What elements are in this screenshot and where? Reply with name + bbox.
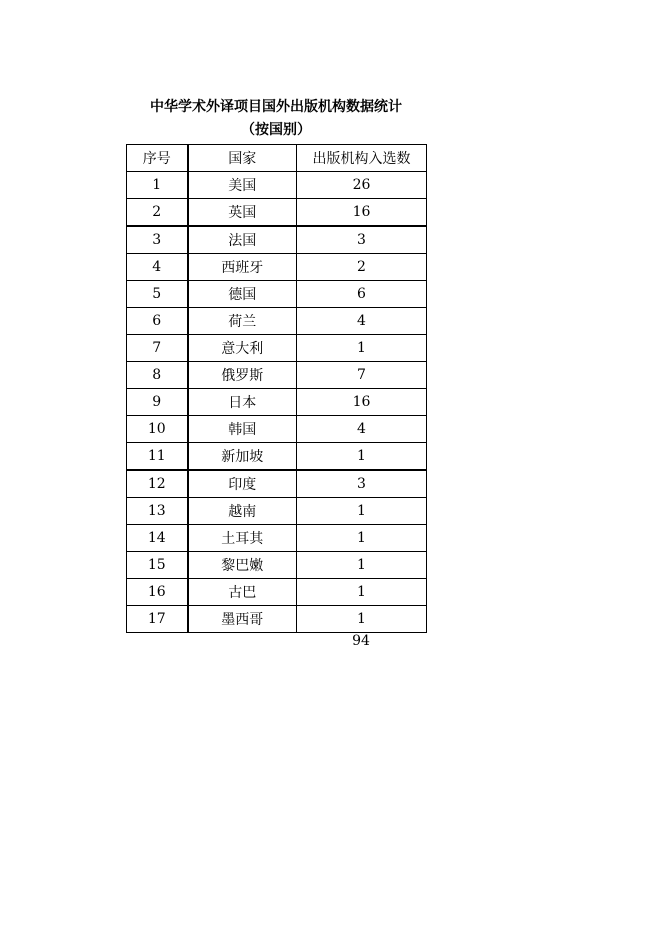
cell-country: 美国 <box>188 172 297 199</box>
cell-count: 4 <box>297 416 427 443</box>
cell-count: 2 <box>297 254 427 281</box>
cell-seq: 7 <box>127 335 188 362</box>
table-row <box>127 172 427 199</box>
cell-country: 黎巴嫩 <box>188 552 297 579</box>
cell-seq: 14 <box>127 525 188 552</box>
cell-seq: 1 <box>127 172 188 199</box>
header-seq: 序号 <box>127 145 188 172</box>
cell-country: 法国 <box>188 226 297 254</box>
statistics-table <box>126 144 427 633</box>
cell-country: 德国 <box>188 281 297 308</box>
cell-seq: 4 <box>127 254 188 281</box>
table-row <box>127 443 427 471</box>
cell-country: 俄罗斯 <box>188 362 297 389</box>
cell-count: 4 <box>297 308 427 335</box>
cell-count: 1 <box>297 335 427 362</box>
table-row <box>127 579 427 606</box>
table-header-row <box>127 145 427 172</box>
cell-country: 土耳其 <box>188 525 297 552</box>
cell-country: 荷兰 <box>188 308 297 335</box>
cell-country: 古巴 <box>188 579 297 606</box>
total-count: 94 <box>352 633 370 649</box>
cell-seq: 15 <box>127 552 188 579</box>
cell-seq: 10 <box>127 416 188 443</box>
table-row <box>127 281 427 308</box>
cell-country: 印度 <box>188 470 297 498</box>
cell-country: 西班牙 <box>188 254 297 281</box>
cell-seq: 5 <box>127 281 188 308</box>
table-title: 中华学术外译项目国外出版机构数据统计 <box>150 99 402 115</box>
cell-seq: 3 <box>127 226 188 254</box>
cell-count: 1 <box>297 443 427 471</box>
table-row <box>127 470 427 498</box>
cell-country: 韩国 <box>188 416 297 443</box>
table-row <box>127 199 427 227</box>
table-body <box>127 172 427 633</box>
table-row <box>127 525 427 552</box>
cell-count: 1 <box>297 498 427 525</box>
table-row <box>127 498 427 525</box>
header-count: 出版机构入选数 <box>297 145 427 172</box>
table-row <box>127 416 427 443</box>
cell-seq: 11 <box>127 443 188 471</box>
cell-seq: 8 <box>127 362 188 389</box>
cell-seq: 9 <box>127 389 188 416</box>
cell-count: 1 <box>297 606 427 633</box>
cell-seq: 2 <box>127 199 188 227</box>
header-country: 国家 <box>188 145 297 172</box>
cell-count: 3 <box>297 226 427 254</box>
cell-seq: 13 <box>127 498 188 525</box>
cell-count: 1 <box>297 579 427 606</box>
cell-country: 英国 <box>188 199 297 227</box>
table-row <box>127 226 427 254</box>
cell-count: 6 <box>297 281 427 308</box>
cell-count: 16 <box>297 389 427 416</box>
table-row <box>127 389 427 416</box>
table-row <box>127 362 427 389</box>
cell-count: 1 <box>297 525 427 552</box>
table-subtitle: （按国别） <box>241 122 311 138</box>
cell-seq: 16 <box>127 579 188 606</box>
cell-country: 新加坡 <box>188 443 297 471</box>
cell-seq: 17 <box>127 606 188 633</box>
cell-count: 3 <box>297 470 427 498</box>
cell-count: 1 <box>297 552 427 579</box>
cell-country: 意大利 <box>188 335 297 362</box>
cell-country: 越南 <box>188 498 297 525</box>
table-row <box>127 254 427 281</box>
cell-count: 7 <box>297 362 427 389</box>
cell-seq: 6 <box>127 308 188 335</box>
cell-seq: 12 <box>127 470 188 498</box>
cell-country: 墨西哥 <box>188 606 297 633</box>
table-row <box>127 606 427 633</box>
table-row <box>127 308 427 335</box>
cell-country: 日本 <box>188 389 297 416</box>
table-row <box>127 335 427 362</box>
table-row <box>127 552 427 579</box>
cell-count: 16 <box>297 199 427 227</box>
cell-count: 26 <box>297 172 427 199</box>
